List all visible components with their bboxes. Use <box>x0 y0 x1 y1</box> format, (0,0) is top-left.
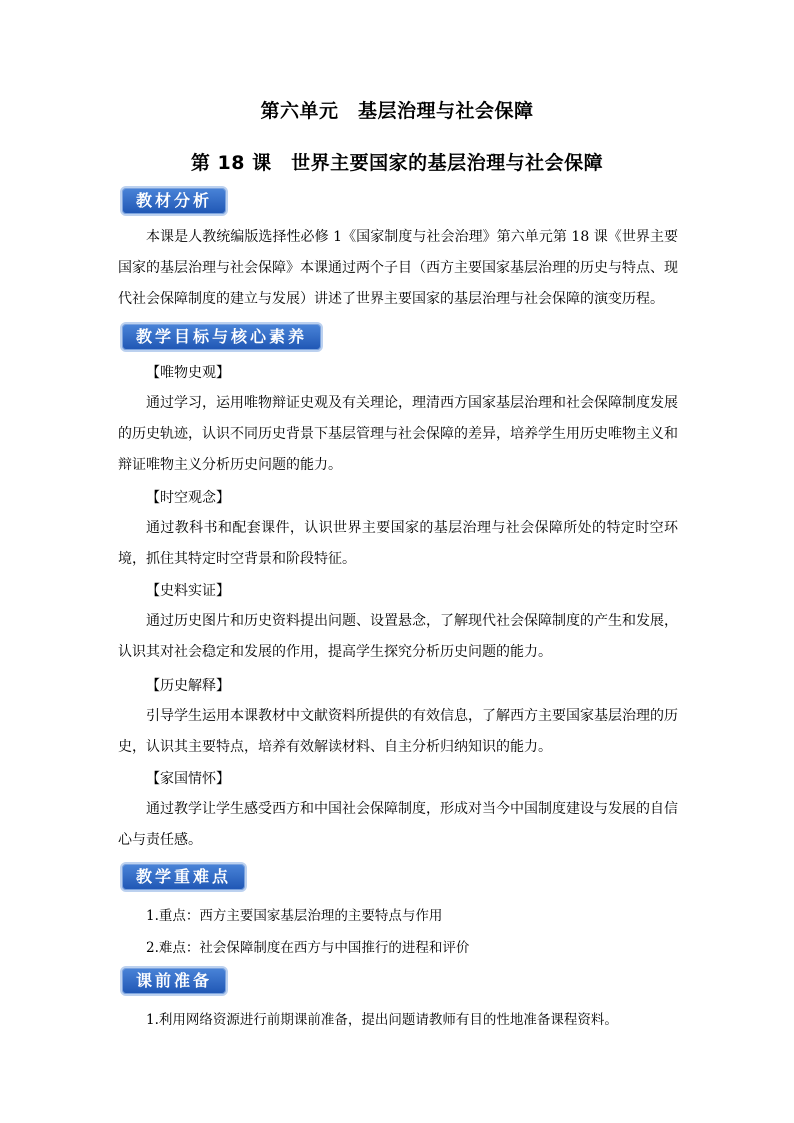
goal-tag-interpretation: 【历史解释】 <box>146 678 230 694</box>
goal-text-spacetime: 通过教科书和配套课件，认识世界主要国家的基层治理与社会保障所处的特定时空环境，抓住其特定时空背景和阶段特征。 <box>118 520 678 567</box>
lesson-title: 第 18 课 世界主要国家的基层治理与社会保障 <box>190 152 604 174</box>
section-badge-preparation: 课前准备 <box>120 966 228 996</box>
key-point-item: 2.难点：社会保障制度在西方与中国推行的进程和评价 <box>146 940 470 956</box>
analysis-paragraph: 本课是人教统编版选择性必修 1《国家制度与社会治理》第六单元第 18 课《世界主要国家的基层治理与社会保障》本课通过两个子目（西方主要国家基层治理的历史与特点、现代社会保障制度的建立与发展）讲述了世界主要国家的基层治理与社会保障的演变历程。 <box>118 229 678 307</box>
goal-text-materialism: 通过学习，运用唯物辩证史观及有关理论，理清西方国家基层治理和社会保障制度发展的历史轨迹，认识不同历史背景下基层管理与社会保障的差异，培养学生用历史唯物主义和辩证唯物主义分析历史问题的能力。 <box>118 395 678 473</box>
goal-text-interpretation: 引导学生运用本课教材中文献资料所提供的有效信息，了解西方主要国家基层治理的历史，认识其主要特点，培养有效解读材料、自主分析归纳知识的能力。 <box>118 708 678 755</box>
goal-text-patriotism: 通过教学让学生感受西方和中国社会保障制度，形成对当今中国制度建设与发展的自信心与责任感。 <box>118 801 678 848</box>
goal-tag-materialism: 【唯物史观】 <box>146 365 230 381</box>
section-badge-key-points: 教学重难点 <box>120 862 247 892</box>
preparation-item: 1.利用网络资源进行前期课前准备，提出问题请教师有目的性地准备课程资料。 <box>146 1012 618 1028</box>
section-badge-analysis: 教材分析 <box>120 186 228 216</box>
goal-tag-spacetime: 【时空观念】 <box>146 490 230 506</box>
key-point-item: 1.重点：西方主要国家基层治理的主要特点与作用 <box>146 908 443 924</box>
goal-text-evidence: 通过历史图片和历史资料提出问题、设置悬念，了解现代社会保障制度的产生和发展，认识其对社会稳定和发展的作用，提高学生探究分析历史问题的能力。 <box>118 613 678 660</box>
goal-tag-patriotism: 【家国情怀】 <box>146 771 230 787</box>
section-badge-goals: 教学目标与核心素养 <box>120 322 323 352</box>
unit-title: 第六单元 基层治理与社会保障 <box>260 100 534 122</box>
goal-tag-evidence: 【史料实证】 <box>146 583 230 599</box>
